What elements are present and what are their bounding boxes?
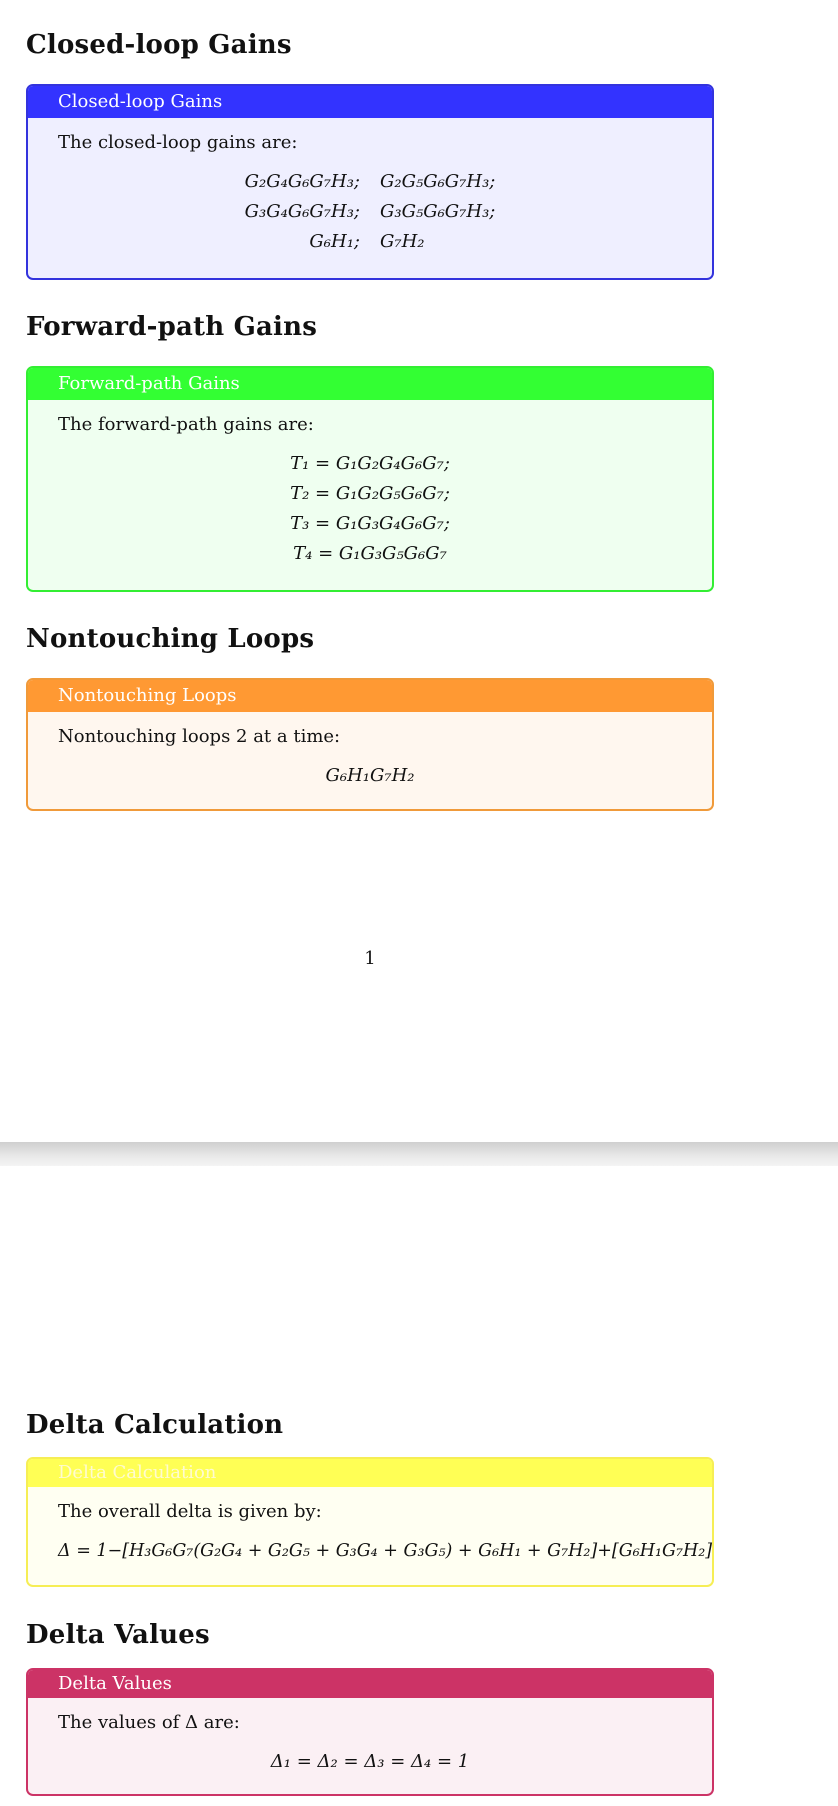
forward-path-gain: T₄ = G₁G₃G₅G₆G₇ [293,543,447,564]
closed-loop-gain: G₇H₂ [380,231,425,252]
closed-loop-heading: Closed-loop Gains [26,30,292,60]
delta-values-expression: Δ₁ = Δ₂ = Δ₃ = Δ₄ = 1 [270,1751,470,1772]
closed-loop-intro: The closed-loop gains are: [58,132,298,153]
delta-values-box [26,1668,714,1796]
forward-path-box [26,366,714,592]
page-separator [0,1142,838,1166]
delta-values-box-title: Delta Values [28,1670,712,1698]
forward-path-equations [58,449,682,569]
forward-path-gain: T₃ = G₁G₃G₄G₆G₇; [290,513,450,534]
nontouching-heading: Nontouching Loops [26,624,315,654]
nontouching-box [26,678,714,811]
forward-path-heading: Forward-path Gains [26,312,318,342]
nontouching-expression: G₆H₁G₇H₂ [325,765,415,786]
closed-loop-gain: G₆H₁; [309,231,360,252]
closed-loop-gain: G₃G₅G₆G₇H₃; [380,201,496,222]
delta-calculation-box-title: Delta Calculation [28,1459,712,1487]
delta-calculation-intro: The overall delta is given by: [58,1501,322,1522]
page-number: 1 [364,948,376,969]
closed-loop-equations [58,167,682,257]
closed-loop-gain: G₂G₄G₆G₇H₃; [244,171,360,192]
forward-path-gain: T₂ = G₁G₂G₅G₆G₇; [290,483,450,504]
nontouching-intro: Nontouching loops 2 at a time: [58,726,341,747]
closed-loop-gain: G₂G₅G₆G₇H₃; [380,171,496,192]
delta-values-intro: The values of Δ are: [58,1712,240,1733]
delta-calculation-box [26,1457,714,1587]
delta-expression: Δ = 1−[H₃G₆G₇(G₂G₄ + G₂G₅ + G₃G₄ + G₃G₅) + G₆H₁ + G₇H₂]+[G₆H₁G₇H₂] [58,1541,713,1561]
forward-path-gain: T₁ = G₁G₂G₄G₆G₇; [290,453,450,474]
forward-path-box-title: Forward-path Gains [28,368,712,400]
delta-calculation-heading: Delta Calculation [26,1410,284,1440]
closed-loop-box-title: Closed-loop Gains [28,86,712,118]
page-2 [0,1166,838,1806]
nontouching-box-title: Nontouching Loops [28,680,712,712]
forward-path-intro: The forward-path gains are: [58,414,314,435]
delta-values-heading: Delta Values [26,1620,210,1650]
closed-loop-gain: G₃G₄G₆G₇H₃; [244,201,360,222]
closed-loop-box [26,84,714,280]
